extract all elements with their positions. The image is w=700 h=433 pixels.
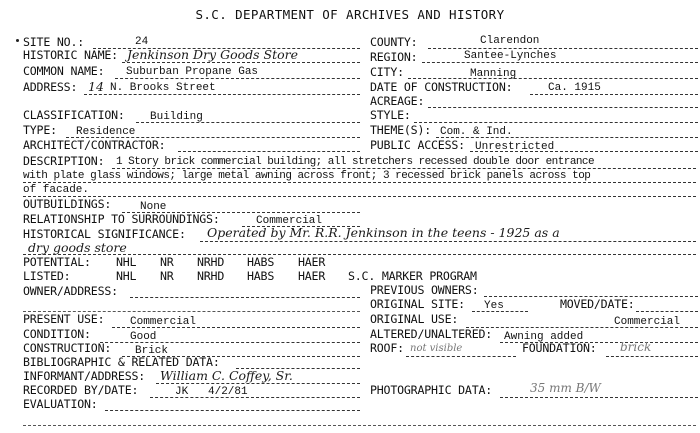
informant-line — [156, 383, 360, 384]
acreage-label: ACREAGE: — [370, 94, 425, 108]
altered-label: ALTERED/UNALTERED: — [370, 327, 493, 341]
recorded-by-line — [150, 397, 360, 398]
significance-label: HISTORICAL SIGNIFICANCE: — [23, 227, 186, 241]
potential-option-nr[interactable]: NR — [160, 255, 174, 269]
original-use-value[interactable]: Commercial — [614, 316, 681, 328]
acreage-line — [428, 107, 698, 108]
potential-label: POTENTIAL: — [23, 255, 91, 269]
public-access-value[interactable]: Unrestricted — [475, 141, 555, 153]
public-access-label: PUBLIC ACCESS: — [370, 138, 465, 152]
foundation-label: FOUNDATION: — [522, 341, 597, 355]
site-no-value[interactable]: 24 — [135, 36, 149, 48]
architect-line — [178, 151, 360, 152]
outbuildings-value[interactable]: None — [140, 201, 167, 213]
historic-name-label: HISTORIC NAME: — [23, 48, 118, 62]
present-use-line — [112, 327, 360, 328]
photographic-data-line — [500, 397, 698, 398]
address-label: ADDRESS: — [23, 80, 78, 94]
description-underline-3 — [23, 196, 696, 197]
listed-option-nhl[interactable]: NHL — [116, 269, 137, 283]
classification-line — [136, 122, 360, 123]
construction-value[interactable]: Brick — [135, 345, 169, 357]
city-line — [408, 78, 698, 79]
address-value[interactable]: N. Brooks Street — [110, 82, 216, 94]
construction-label: CONSTRUCTION: — [23, 341, 112, 355]
moved-date-line — [636, 311, 698, 312]
architect-label: ARCHITECT/CONTRACTOR: — [23, 138, 166, 152]
condition-value[interactable]: Good — [130, 331, 157, 343]
listed-option-nrhd[interactable]: NRHD — [197, 269, 225, 283]
type-value[interactable]: Residence — [76, 126, 136, 138]
photographic-data-label: PHOTOGRAPHIC DATA: — [370, 383, 493, 397]
description-underline-2 — [23, 182, 696, 183]
potential-option-nrhd[interactable]: NRHD — [197, 255, 225, 269]
previous-owners-label: PREVIOUS OWNERS: — [370, 283, 479, 297]
type-label: TYPE: — [23, 123, 57, 137]
description-line-2[interactable]: with plate glass windows; large metal awning across front; 3 recessed brick panels across top — [23, 170, 591, 182]
city-label: CITY: — [370, 65, 404, 79]
significance-underline-1 — [200, 241, 696, 242]
listed-option-nr[interactable]: NR — [160, 269, 174, 283]
original-site-label: ORIGINAL SITE: — [370, 297, 465, 311]
potential-option-habs[interactable]: HABS — [247, 255, 275, 269]
original-site-line — [472, 311, 528, 312]
public-access-line — [470, 151, 698, 152]
date-of-construction-label: DATE OF CONSTRUCTION: — [370, 80, 513, 94]
form-title: S.C. DEPARTMENT OF ARCHIVES AND HISTORY — [195, 7, 505, 22]
historic-name-line — [122, 62, 360, 63]
significance-line-2[interactable]: dry goods store — [28, 240, 127, 255]
recorded-by-date[interactable]: 4/2/81 — [208, 386, 248, 398]
address-line — [84, 94, 360, 95]
bottom-rule — [23, 425, 696, 426]
classification-label: CLASSIFICATION: — [23, 108, 125, 122]
themes-label: THEME(S): — [370, 123, 432, 137]
style-label: STYLE: — [370, 108, 411, 122]
evaluation-line — [105, 410, 360, 411]
original-use-label: ORIGINAL USE: — [370, 312, 459, 326]
historic-name-value[interactable]: Jenkinson Dry Goods Store — [127, 47, 298, 62]
description-line-3[interactable]: of facade. — [23, 184, 90, 196]
condition-label: CONDITION: — [23, 327, 91, 341]
listed-option-haer[interactable]: HAER — [298, 269, 326, 283]
listed-label: LISTED: — [23, 269, 71, 283]
significance-line-1[interactable]: Operated by Mr. R.R. Jenkinson in the teens - 1925 as a — [207, 225, 560, 240]
recorded-by-label: RECORDED BY/DATE: — [23, 383, 139, 397]
region-label: REGION: — [370, 50, 418, 64]
owner-address-line — [130, 297, 360, 298]
moved-date-label: MOVED/DATE: — [560, 297, 635, 311]
owner-address-label: OWNER/ADDRESS: — [23, 284, 118, 298]
foundation-line — [606, 356, 698, 357]
common-name-value[interactable]: Suburban Propane Gas — [126, 66, 259, 78]
original-site-value[interactable]: Yes — [484, 300, 504, 312]
roof-line — [406, 356, 516, 357]
listed-option-habs[interactable]: HABS — [247, 269, 275, 283]
present-use-label: PRESENT USE: — [23, 312, 105, 326]
common-name-line — [115, 78, 360, 79]
date-of-construction-value[interactable]: Ca. 1915 — [548, 82, 601, 94]
classification-value[interactable]: Building — [150, 111, 203, 123]
address-number[interactable]: 14 — [88, 79, 104, 94]
original-use-line — [466, 327, 698, 328]
evaluation-label: EVALUATION: — [23, 397, 98, 411]
potential-option-haer[interactable]: HAER — [298, 255, 326, 269]
outbuildings-label: OUTBUILDINGS: — [23, 197, 112, 211]
site-no-label: SITE NO.: — [23, 35, 85, 49]
date-of-construction-line — [530, 94, 698, 95]
common-name-label: COMMON NAME: — [23, 64, 105, 78]
city-value[interactable]: Manning — [470, 68, 517, 80]
relationship-label: RELATIONSHIP TO SURROUNDINGS: — [23, 212, 220, 226]
themes-line — [436, 137, 698, 138]
region-value[interactable]: Santee-Lynches — [464, 50, 557, 62]
informant-value[interactable]: William C. Coffey, Sr. — [160, 368, 293, 383]
photographic-data-value[interactable]: 35 mm B/W — [530, 381, 601, 395]
roof-label: ROOF: — [370, 341, 404, 355]
description-line-1[interactable]: 1 Story brick commercial building; all stretchers recessed double door entrance — [116, 156, 595, 168]
region-line — [422, 62, 698, 63]
present-use-value[interactable]: Commercial — [130, 316, 197, 328]
bibliographic-label: BIBLIOGRAPHIC & RELATED DATA: — [23, 355, 220, 369]
style-line — [414, 122, 698, 123]
recorded-by-initials[interactable]: JK — [175, 386, 189, 398]
description-underline-1 — [112, 168, 696, 169]
roof-value[interactable]: not visible — [410, 343, 463, 354]
county-line — [428, 48, 698, 49]
county-label: COUNTY: — [370, 35, 418, 49]
themes-value[interactable]: Com. & Ind. — [440, 126, 513, 138]
condition-line — [100, 342, 360, 343]
foundation-value[interactable]: brick — [620, 340, 652, 354]
margin-mark — [16, 39, 19, 42]
relationship-value[interactable]: Commercial — [256, 215, 323, 227]
informant-label: INFORMANT/ADDRESS: — [23, 369, 146, 383]
potential-option-nhl[interactable]: NHL — [116, 255, 137, 269]
marker-program-label: S.C. MARKER PROGRAM — [348, 269, 477, 283]
altered-value[interactable]: Awning added — [504, 331, 584, 343]
description-label: DESCRIPTION: — [23, 154, 105, 168]
county-value[interactable]: Clarendon — [480, 35, 540, 47]
